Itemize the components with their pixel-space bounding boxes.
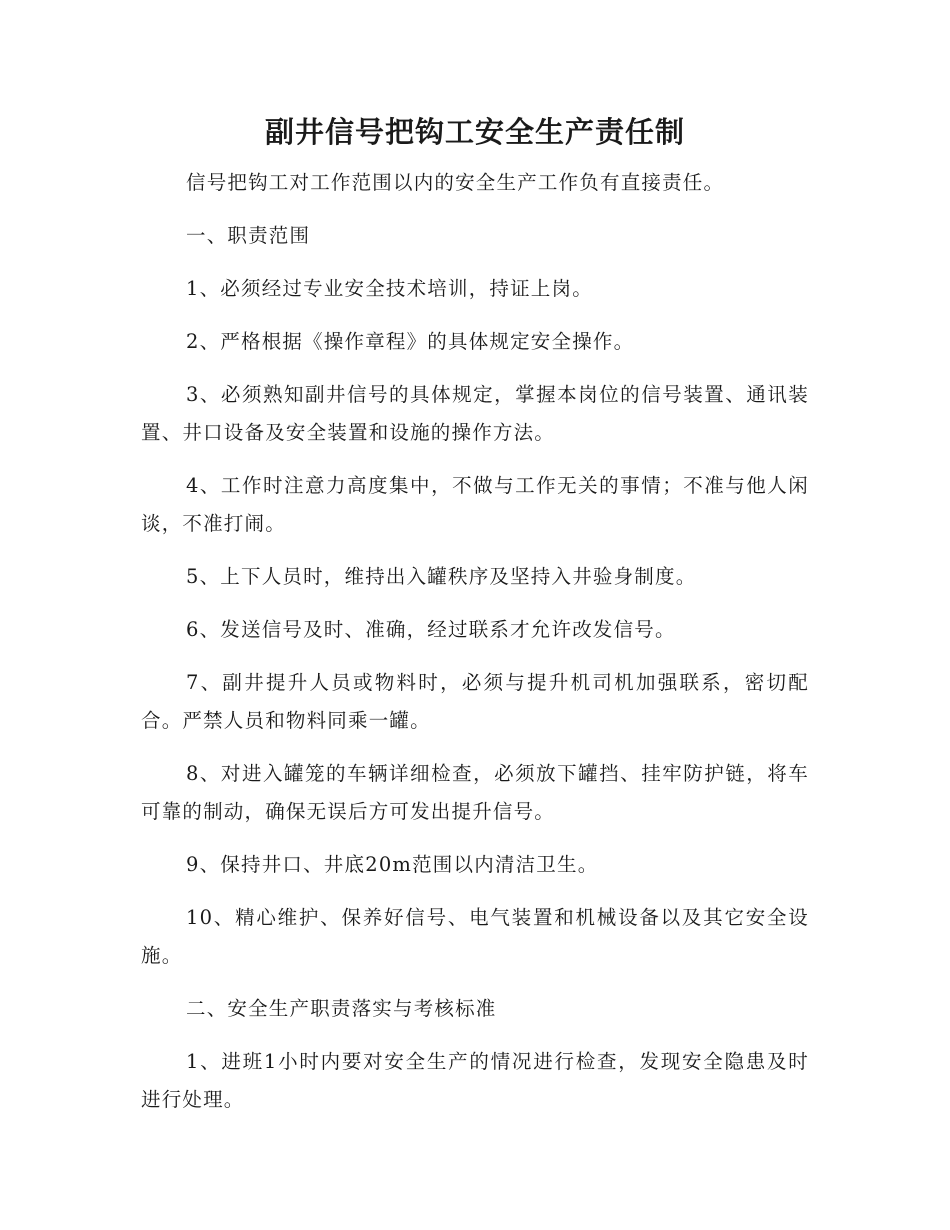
list-item: 7、副井提升人员或物料时，必须与提升机司机加强联系，密切配合。严禁人员和物料同乘一罐。: [141, 671, 809, 732]
section-heading-assessment: 二、安全生产职责落实与考核标准: [186, 997, 497, 1020]
list-item: 9、保持井口、井底20m范围以内清洁卫生。: [186, 853, 599, 876]
section-heading-responsibilities: 一、职责范围: [186, 224, 311, 247]
document-body: [141, 164, 809, 1134]
intro-paragraph: 信号把钩工对工作范围以内的安全生产工作负有直接责任。: [186, 171, 725, 194]
list-item: 1、进班1小时内要对安全生产的情况进行检查，发现安全隐患及时进行处理。: [141, 1050, 809, 1111]
list-item: 6、发送信号及时、准确，经过联系才允许改发信号。: [186, 618, 676, 641]
list-item: 2、严格根据《操作章程》的具体规定安全操作。: [186, 330, 635, 353]
list-item: 10、精心维护、保养好信号、电气装置和机械设备以及其它安全设施。: [141, 906, 809, 967]
list-item: 3、必须熟知副井信号的具体规定，掌握本岗位的信号装置、通讯装置、井口设备及安全装置和设施的操作方法。: [141, 383, 809, 444]
list-item: 5、上下人员时，维持出入罐秩序及坚持入井验身制度。: [186, 565, 697, 588]
list-item: 1、必须经过专业安全技术培训，持证上岗。: [186, 277, 593, 300]
document-title: 副井信号把钩工安全生产责任制: [264, 115, 685, 149]
list-item: 4、工作时注意力高度集中，不做与工作无关的事情；不准与他人闲谈，不准打闹。: [141, 474, 809, 535]
list-item: 8、对进入罐笼的车辆详细检查，必须放下罐挡、挂牢防护链，将车可靠的制动，确保无误后方可发出提升信号。: [141, 762, 809, 823]
